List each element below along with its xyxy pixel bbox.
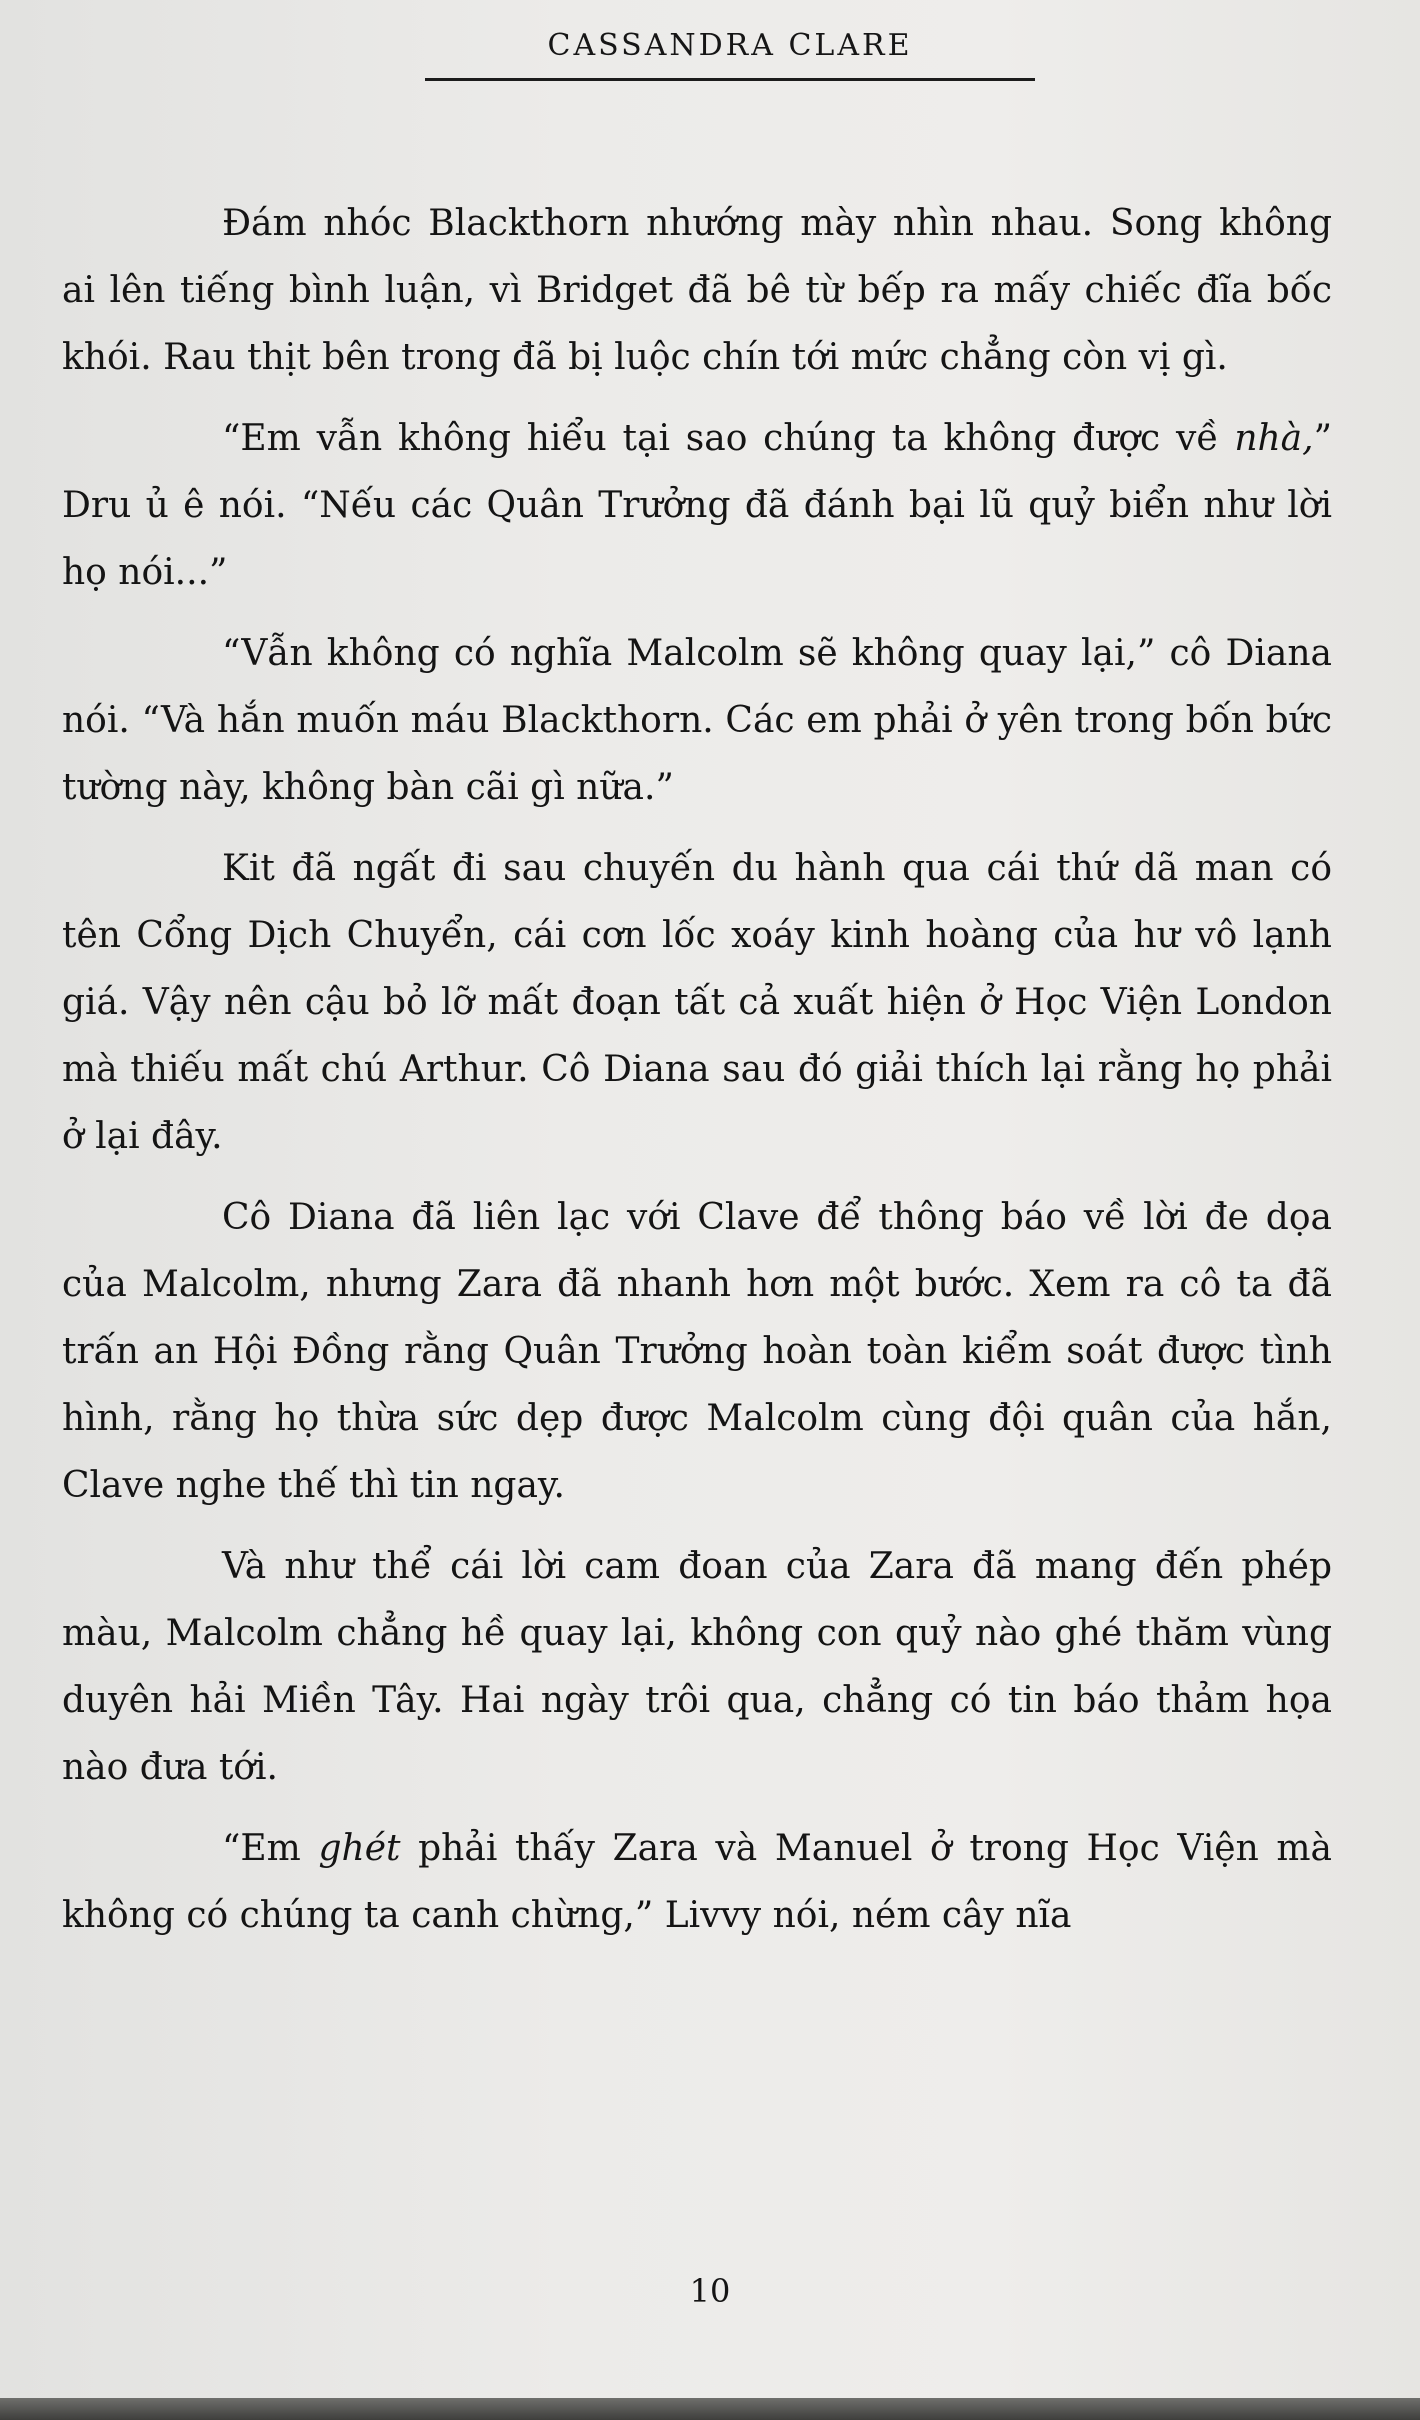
- paragraph-5-text: Cô Diana đã liên lạc với Clave để thông báo về lời đe dọa của Malcolm, nhưng Zara đã nhanh hơn một bước. Xem ra cô ta đã trấn an Hội Đồng rằng Quân Trưởng hoàn toàn kiểm soát được tình hình, rằng họ thừa sức dẹp được Malcolm cùng đội quân của hắn, Clave nghe thế thì tin ngay.: [62, 1197, 1332, 1506]
- page-bottom-edge: [0, 2398, 1420, 2420]
- paragraph-5: [62, 1184, 1332, 1519]
- paragraph-7: [62, 1815, 1332, 1949]
- paragraph-7-emphasis: ghét: [318, 1828, 401, 1869]
- paragraph-4: [62, 835, 1332, 1170]
- paragraph-7-text-end: phải thấy Zara và Manuel ở trong Học Viện mà không có chúng ta canh chừng,” Livvy nói, ném cây nĩa: [62, 1828, 1333, 1936]
- paragraph-4-text: Kit đã ngất đi sau chuyến du hành qua cái thứ dã man có tên Cổng Dịch Chuyển, cái cơn lốc xoáy kinh hoàng của hư vô lạnh giá. Vậy nên cậu bỏ lỡ mất đoạn tất cả xuất hiện ở Học Viện London mà thiếu mất chú Arthur. Cô Diana sau đó giải thích lại rằng họ phải ở lại đây.: [62, 848, 1332, 1157]
- running-header: CASSANDRA CLARE: [547, 28, 913, 63]
- header-rule: [425, 78, 1035, 81]
- paragraph-2-text-start: “Em vẫn không hiểu tại sao chúng ta không được về: [222, 418, 1235, 459]
- paragraph-3-text: “Vẫn không có nghĩa Malcolm sẽ không quay lại,” cô Diana nói. “Và hắn muốn máu Blackthorn. Các em phải ở yên trong bốn bức tường này, không bàn cãi gì nữa.”: [62, 633, 1332, 808]
- paragraph-7-text-start: “Em: [222, 1828, 319, 1869]
- paragraph-1: [62, 190, 1332, 391]
- paragraph-2-emphasis: nhà,: [1234, 418, 1314, 459]
- page-number: 10: [689, 2272, 731, 2310]
- paragraph-2: [62, 405, 1332, 606]
- paragraph-6-text: Và như thể cái lời cam đoan của Zara đã mang đến phép màu, Malcolm chẳng hề quay lại, không con quỷ nào ghé thăm vùng duyên hải Miền Tây. Hai ngày trôi qua, chẳng có tin báo thảm họa nào đưa tới.: [62, 1546, 1332, 1788]
- paragraph-1-text: Đám nhóc Blackthorn nhướng mày nhìn nhau. Song không ai lên tiếng bình luận, vì Bridget đã bê từ bếp ra mấy chiếc đĩa bốc khói. Rau thịt bên trong đã bị luộc chín tới mức chẳng còn vị gì.: [62, 203, 1332, 378]
- paragraph-6: [62, 1533, 1332, 1801]
- body-text: [62, 190, 1332, 1949]
- paragraph-2-text-end: ” Dru ủ ê nói. “Nếu các Quân Trưởng đã đánh bại lũ quỷ biển như lời họ nói...”: [62, 418, 1332, 593]
- paragraph-3: [62, 620, 1332, 821]
